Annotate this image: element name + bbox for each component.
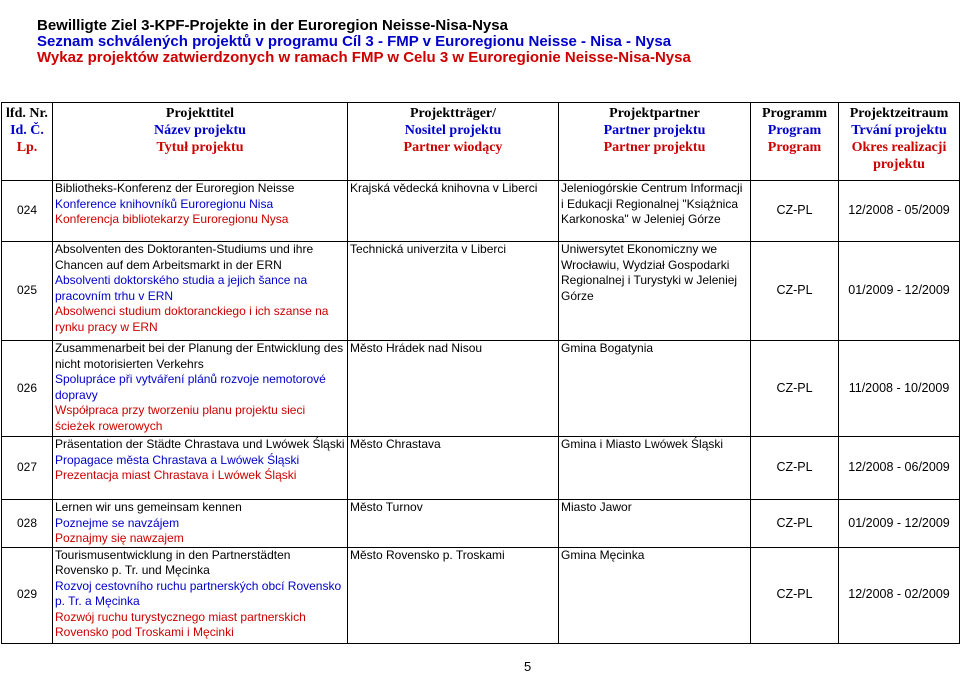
- row-program: CZ-PL: [751, 341, 839, 437]
- row-program: CZ-PL: [751, 547, 839, 643]
- table-row: [2, 547, 960, 643]
- row-period: 01/2009 - 12/2009: [839, 500, 960, 548]
- row-period: 01/2009 - 12/2009: [839, 242, 960, 341]
- row-id: 028: [2, 500, 53, 548]
- projects-table: [1, 102, 960, 644]
- row-carrier: Technická univerzita v Liberci: [348, 242, 559, 341]
- title-czech: Seznam schválených projektů v programu Cíl 3 - FMP v Euroregionu Neisse - Nisa - Nysa: [37, 33, 672, 50]
- table-row: [2, 242, 960, 341]
- row-carrier: Město Hrádek nad Nisou: [348, 341, 559, 437]
- row-title: Absolventen des Doktoranten-Studiums und ihre Chancen auf dem Arbeitsmarkt in der ERN Absolventi doktorského studia a jejich šance na pracovním trhu v ERN Absolwenci studium doktoranckiego i ich szanse na rynku pracy w ERN: [53, 242, 348, 341]
- row-title: Tourismusentwicklung in den Partnerstädten Rovensko p. Tr. und Męcinka Rozvoj cestovního ruchu partnerských obcí Rovensko p. Tr. a Męcinka Rozwój ruchu turystycznego miast partnerskich Rovensko pod Troskami i Męcinki: [53, 547, 348, 643]
- row-id: 026: [2, 341, 53, 437]
- table-row: [2, 341, 960, 437]
- page-number: 5: [524, 659, 532, 674]
- table-row: [2, 437, 960, 500]
- row-carrier: Město Turnov: [348, 500, 559, 548]
- col-header-id: lfd. Nr. Id. Č. Lp.: [2, 103, 53, 181]
- row-carrier: Město Chrastava: [348, 437, 559, 500]
- row-id: 029: [2, 547, 53, 643]
- row-period: 12/2008 - 06/2009: [839, 437, 960, 500]
- row-title: Lernen wir uns gemeinsam kennen Poznejme se navzájem Poznajmy się nawzajem: [53, 500, 348, 548]
- document-header: [37, 18, 691, 66]
- title-german: Bewilligte Ziel 3-KPF-Projekte in der Euroregion Neisse-Nisa-Nysa: [37, 17, 508, 34]
- row-partner: Miasto Jawor: [559, 500, 751, 548]
- row-program: CZ-PL: [751, 437, 839, 500]
- table-row: [2, 500, 960, 548]
- row-period: 12/2008 - 02/2009: [839, 547, 960, 643]
- row-partner: Uniwersytet Ekonomiczny we Wrocławiu, Wydział Gospodarki Regionalnej i Turystyki w Jeleniej Górze: [559, 242, 751, 341]
- title-polish: Wykaz projektów zatwierdzonych w ramach FMP w Celu 3 w Euroregionie Neisse-Nisa-Nysa: [37, 49, 691, 66]
- row-partner: Gmina i Miasto Lwówek Śląski: [559, 437, 751, 500]
- row-period: 11/2008 - 10/2009: [839, 341, 960, 437]
- table-header-row: [2, 103, 960, 181]
- row-partner: Gmina Męcinka: [559, 547, 751, 643]
- col-header-program: Programm Program Program: [751, 103, 839, 181]
- row-partner: Jeleniogórskie Centrum Informacji i Edukacji Regionalnej "Książnica Karkonoska" w Jeleniej Górze: [559, 181, 751, 242]
- row-id: 025: [2, 242, 53, 341]
- row-program: CZ-PL: [751, 242, 839, 341]
- col-header-carrier: Projektträger/ Nositel projektu Partner wiodący: [348, 103, 559, 181]
- row-id: 027: [2, 437, 53, 500]
- col-header-period: Projektzeitraum Trvání projektu Okres realizacji projektu: [839, 103, 960, 181]
- row-period: 12/2008 - 05/2009: [839, 181, 960, 242]
- row-program: CZ-PL: [751, 500, 839, 548]
- row-title: Präsentation der Städte Chrastava und Lwówek Śląski Propagace města Chrastava a Lwówek Śląski Prezentacja miast Chrastava i Lwówek Śląski: [53, 437, 348, 500]
- row-program: CZ-PL: [751, 181, 839, 242]
- col-header-partner: Projektpartner Partner projektu Partner projektu: [559, 103, 751, 181]
- row-partner: Gmina Bogatynia: [559, 341, 751, 437]
- table-row: [2, 181, 960, 242]
- row-carrier: Krajská vědecká knihovna v Liberci: [348, 181, 559, 242]
- row-title: Zusammenarbeit bei der Planung der Entwicklung des nicht motorisierten Verkehrs Spolupráce při vytváření plánů rozvoje nemotorové dopravy Współpraca przy tworzeniu planu projektu sieci ścieżek rowerowych: [53, 341, 348, 437]
- row-title: Bibliotheks-Konferenz der Euroregion Neisse Konference knihovníků Euroregionu Nisa Konferencja bibliotekarzy Euroregionu Nysa: [53, 181, 348, 242]
- row-carrier: Město Rovensko p. Troskami: [348, 547, 559, 643]
- col-header-title: Projekttitel Název projektu Tytuł projektu: [53, 103, 348, 181]
- row-id: 024: [2, 181, 53, 242]
